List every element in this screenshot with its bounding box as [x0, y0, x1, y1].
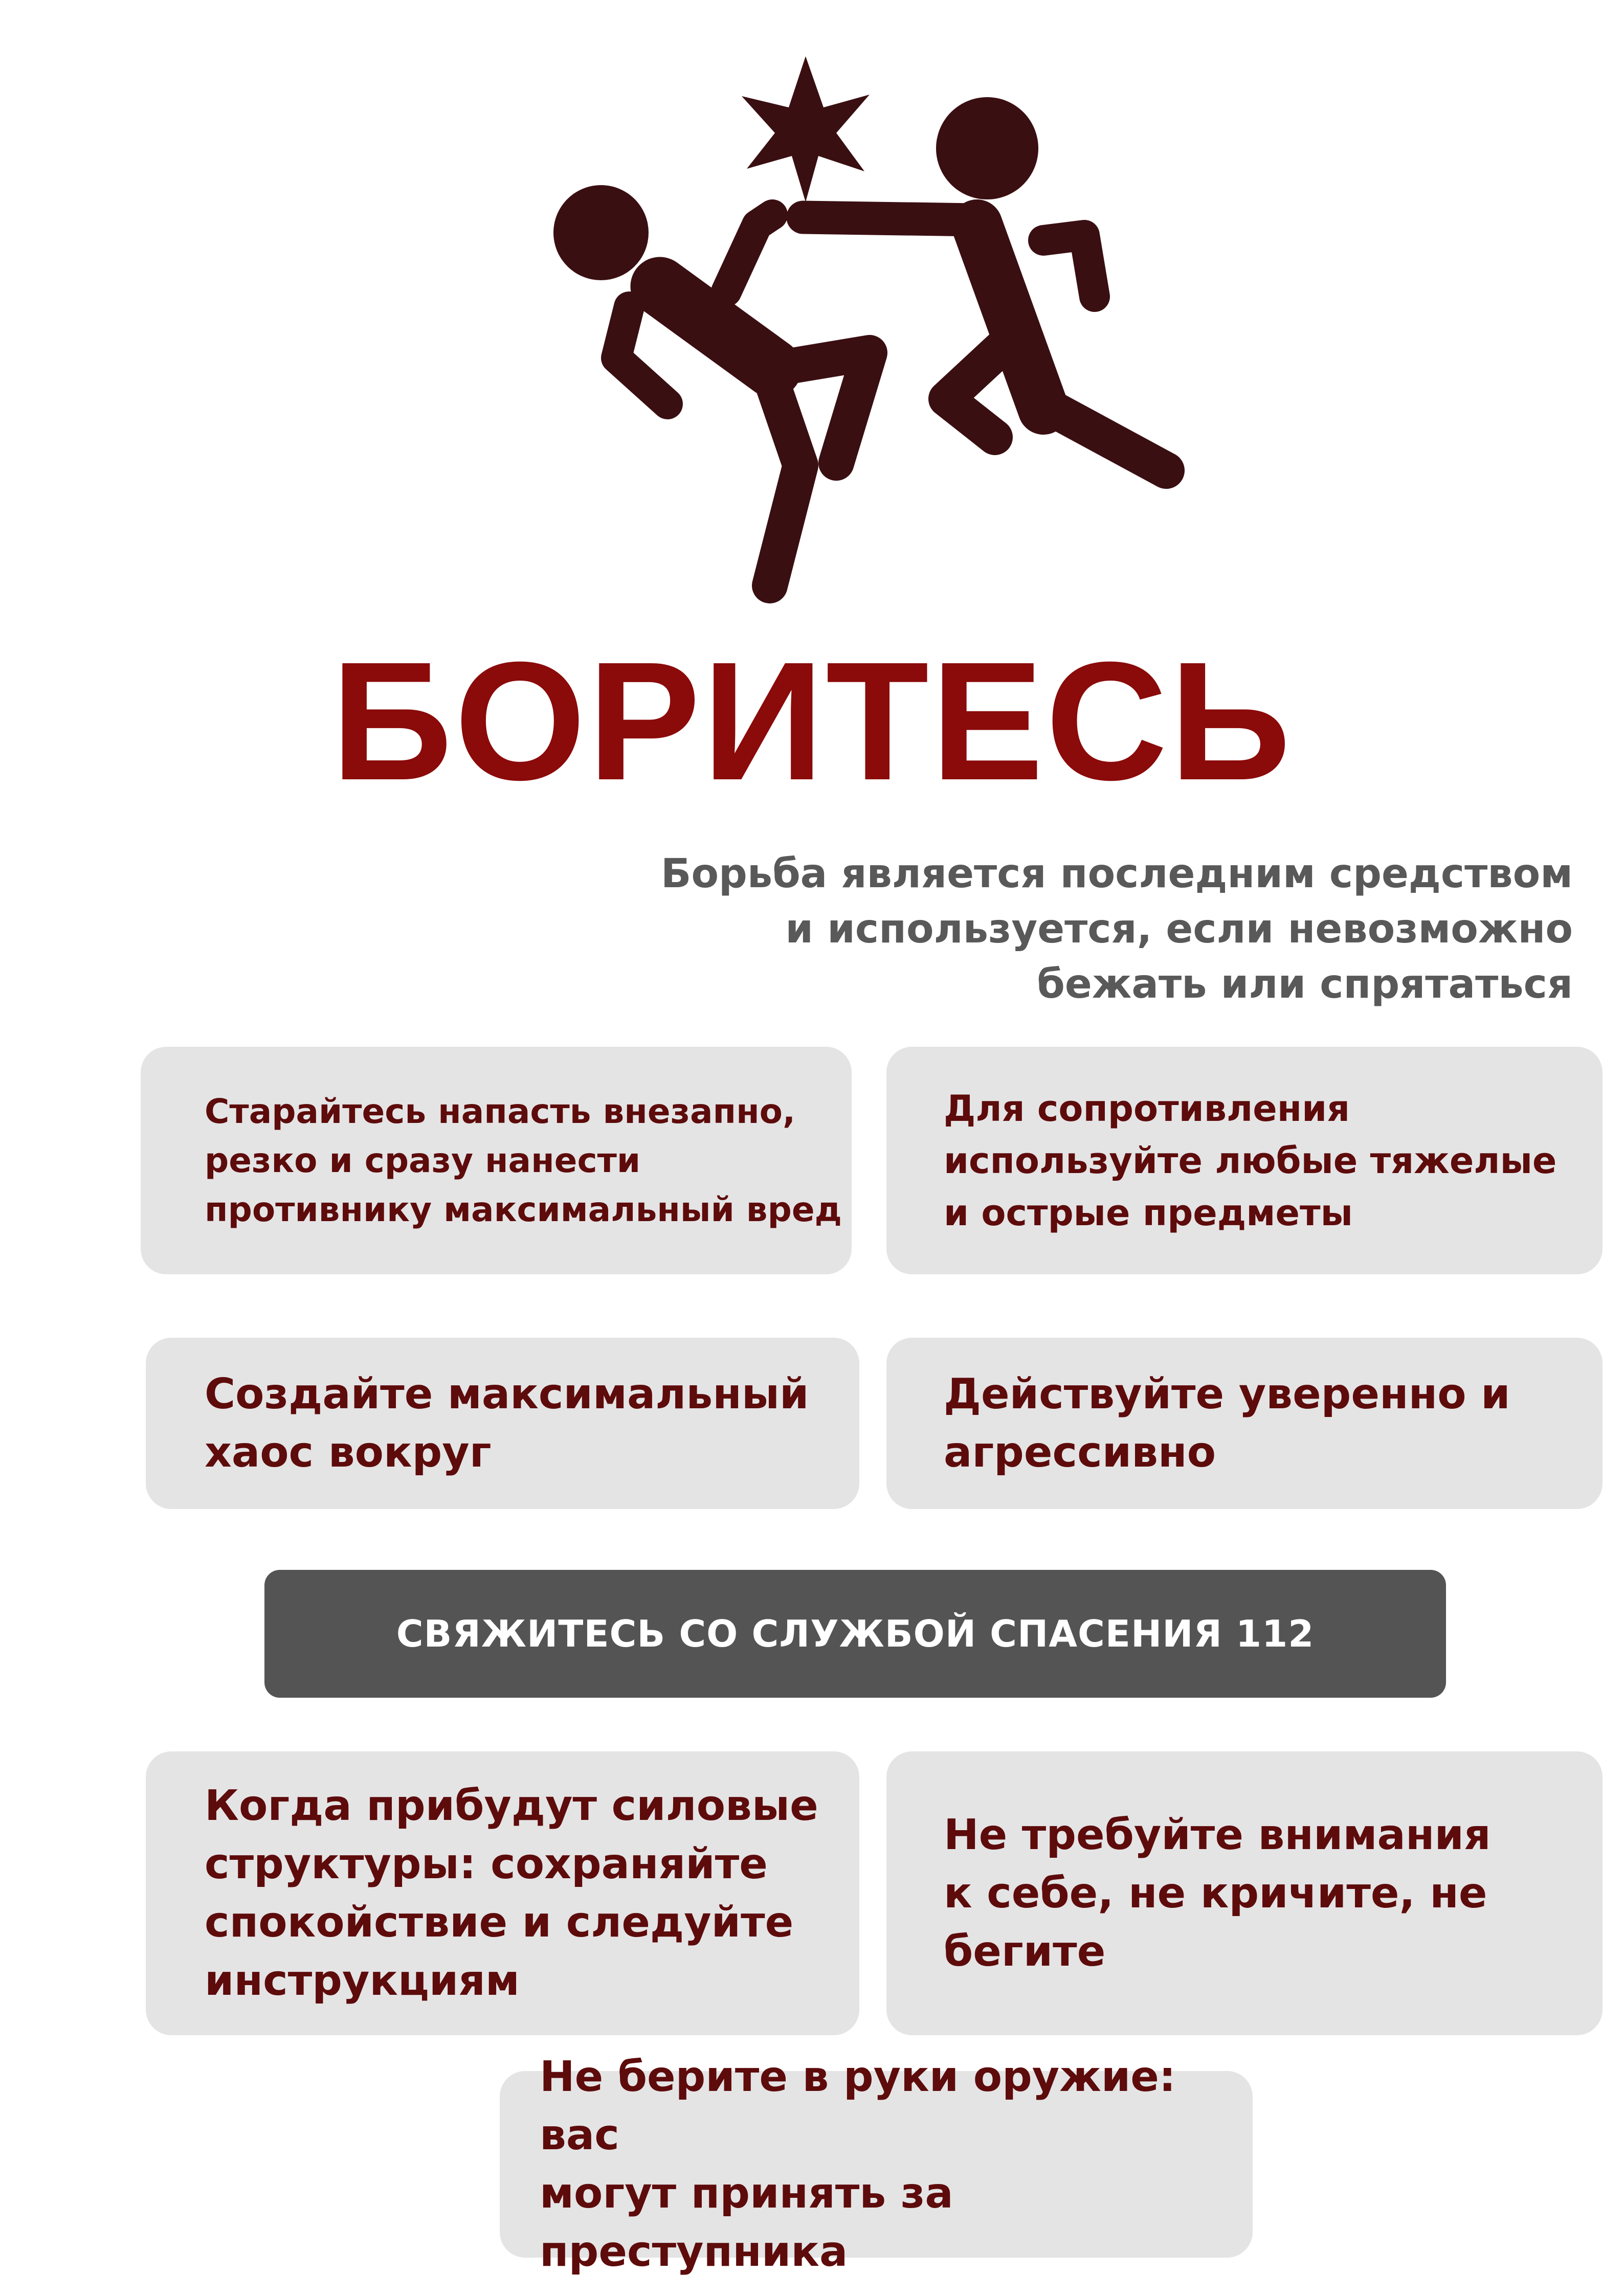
tip-card-surprise-attack — [141, 1047, 852, 1274]
tip-text: Старайтесь напасть внезапно, резко и сразу нанести противнику максимальный вред — [205, 1091, 842, 1229]
tip-text: Создайте максимальный хаос вокруг — [205, 1369, 809, 1477]
tip-text: Для сопротивления используйте любые тяжелые и острые предметы — [944, 1087, 1557, 1234]
attacker-leg-right — [1043, 404, 1166, 470]
victim-leg-down — [767, 368, 800, 586]
tip-card-no-weapons — [500, 2052, 1253, 2276]
tip-text: Не берите в руки оружие: вас могут принять за преступника — [540, 2052, 1176, 2276]
tip-card-heavy-objects — [886, 1047, 1603, 1274]
emergency-call-text: СВЯЖИТЕСЬ СО СЛУЖБОЙ СПАСЕНИЯ 112 — [396, 1612, 1315, 1655]
page-title: БОРИТЕСЬ — [331, 626, 1293, 815]
victim-arm-raised — [726, 215, 772, 291]
impact-star-icon — [742, 56, 870, 202]
fighting-figures-icon — [537, 51, 1202, 619]
tip-card-follow-instructions — [146, 1751, 859, 2035]
victim-head — [553, 185, 649, 280]
subtitle-lines: Борьба является последним средством и используется, если невозможно бежать или спрятаться — [661, 851, 1573, 1007]
attacker-leg-left — [946, 332, 1018, 437]
tip-text: Действуйте уверенно и агрессивно — [944, 1369, 1510, 1477]
tip-card-chaos — [146, 1338, 859, 1509]
tip-text: Когда прибудут силовые структуры: сохраняйте спокойствие и следуйте инструкциям — [205, 1781, 818, 2005]
tip-text: Не требуйте внимания к себе, не кричите, не бегите — [944, 1810, 1491, 1976]
subtitle-text — [601, 846, 1573, 1012]
tip-card-stay-calm — [886, 1751, 1603, 2035]
attacker-head — [936, 97, 1038, 199]
emergency-call-banner — [264, 1570, 1446, 1698]
attacker-arm-punch — [803, 217, 977, 220]
attacker-arm-back — [1043, 235, 1095, 297]
tip-card-act-confidently — [886, 1338, 1603, 1509]
